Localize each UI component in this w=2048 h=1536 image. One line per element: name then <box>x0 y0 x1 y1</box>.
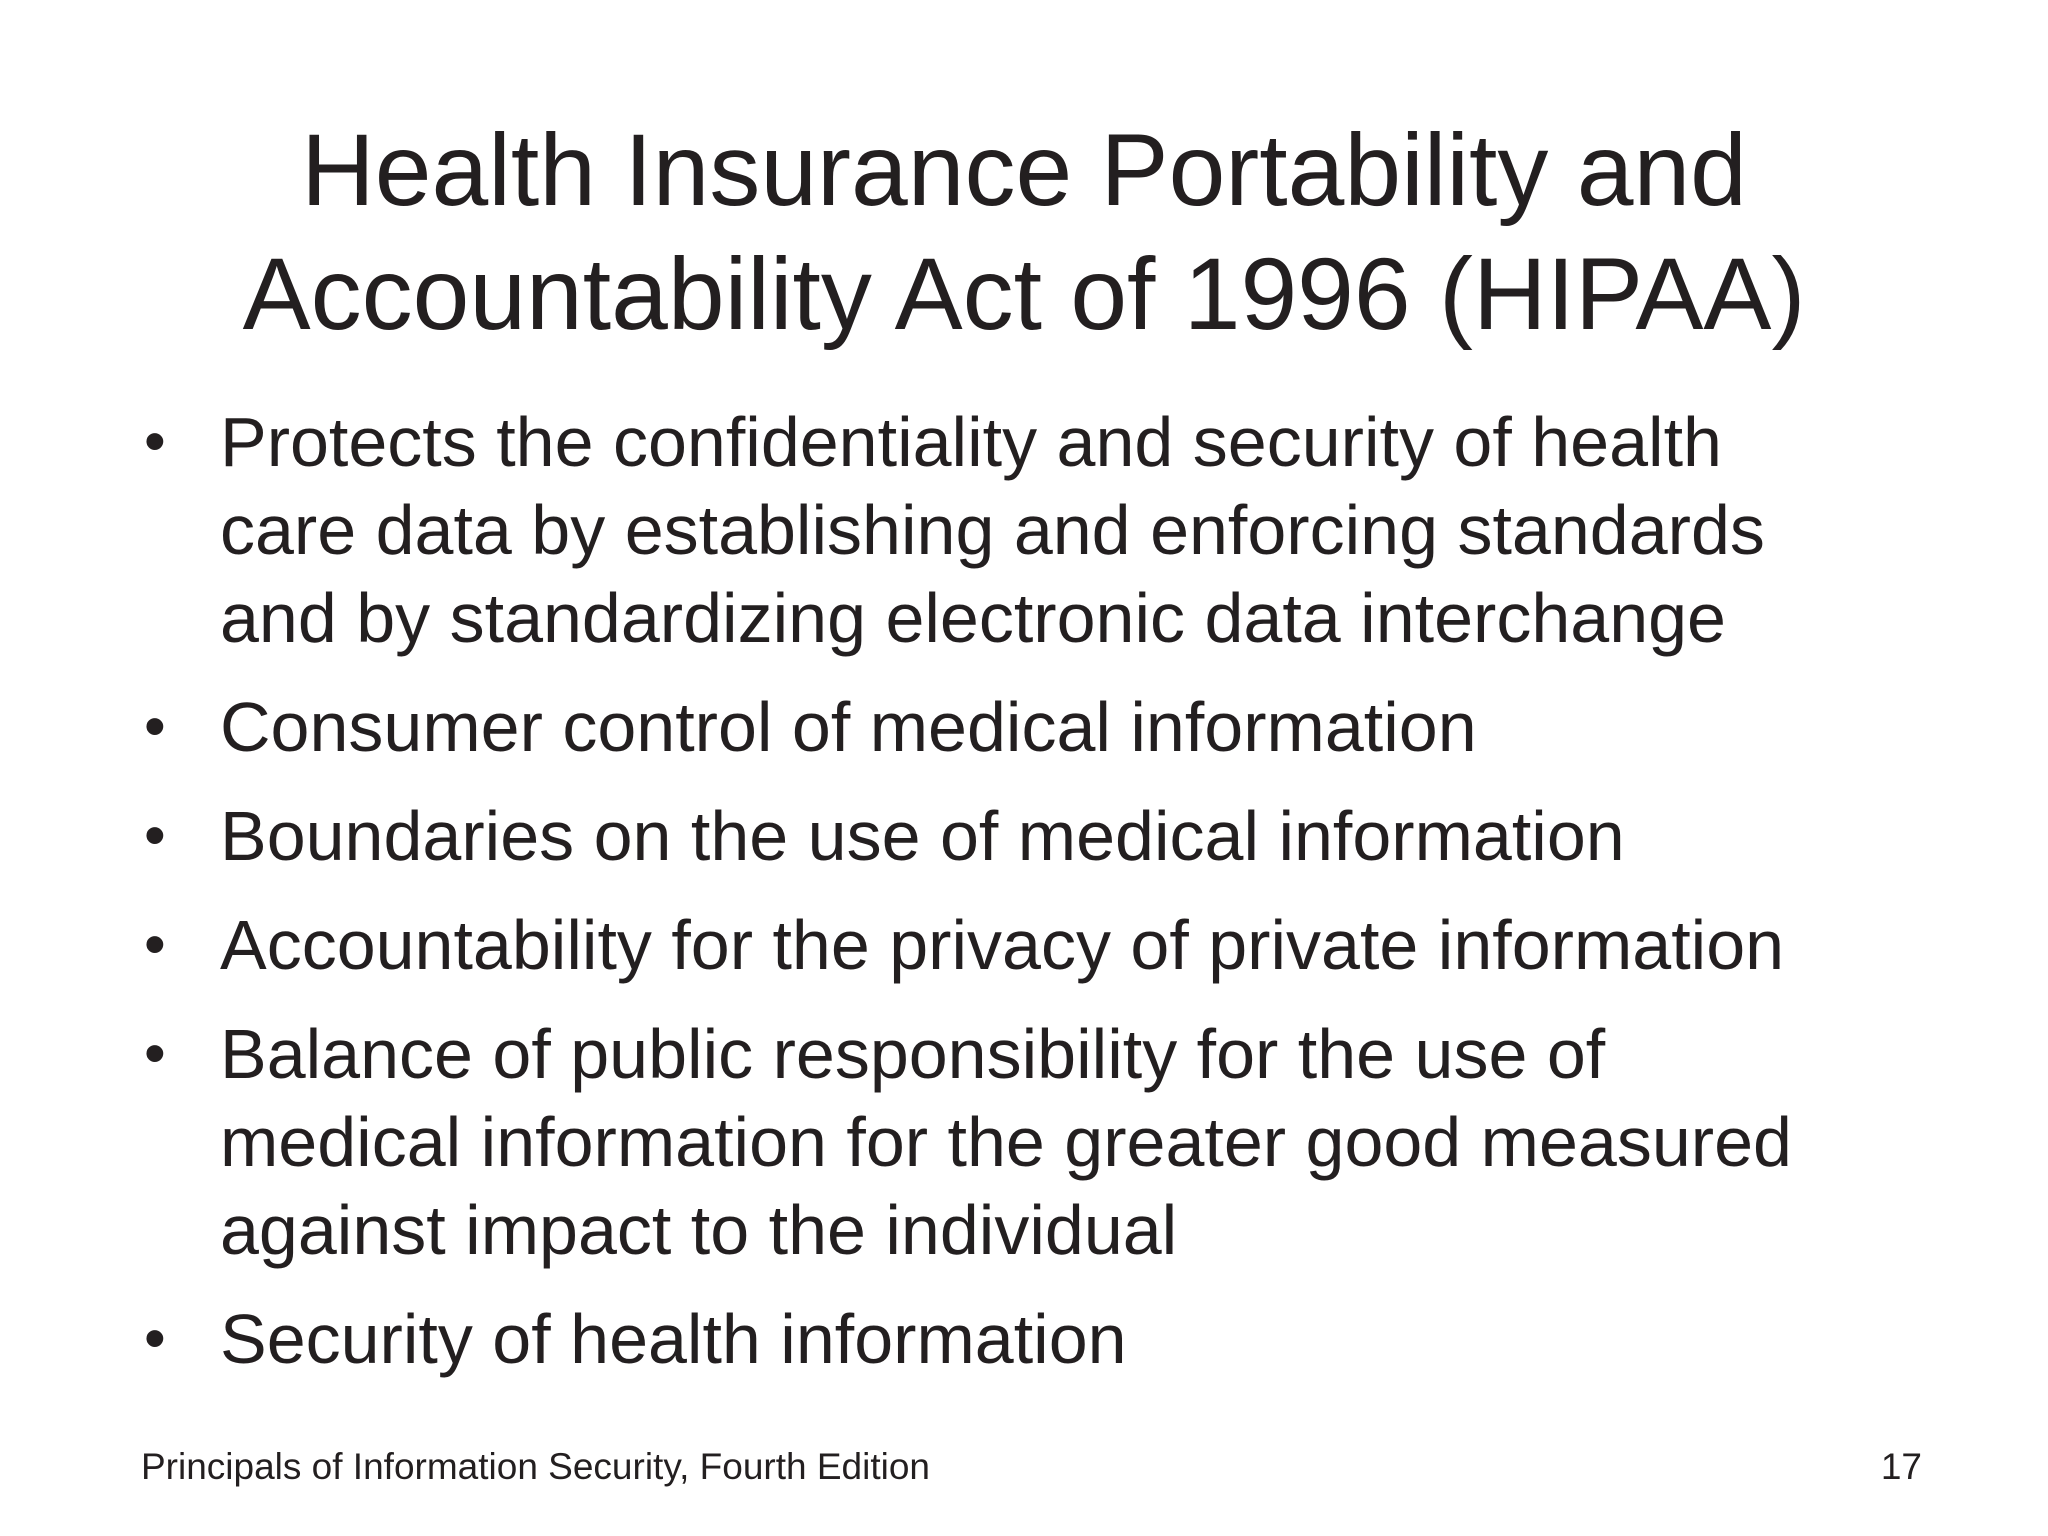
bullet-text-line: Boundaries on the use of medical information <box>220 797 1625 875</box>
bullet-text <box>220 1295 1940 1383</box>
slide-title <box>0 108 2048 356</box>
slide-title-line-1: Health Insurance Portability and <box>301 113 1747 227</box>
bullet-text <box>220 683 1940 771</box>
bullet-icon: • <box>144 407 166 476</box>
bullet-text-line: against impact to the individual <box>220 1191 1178 1269</box>
bullet-icon: • <box>144 1019 166 1088</box>
bullet-item <box>140 683 1940 771</box>
bullet-text-line: Protects the confidentiality and security of health <box>220 403 1722 481</box>
slide-title-line-2: Accountability Act of 1996 (HIPAA) <box>242 237 1806 351</box>
bullet-text-line: Security of health information <box>220 1300 1127 1378</box>
bullet-text-line: Consumer control of medical information <box>220 688 1477 766</box>
bullet-text-line: medical information for the greater good measured <box>220 1103 1792 1181</box>
bullet-icon: • <box>144 692 166 761</box>
bullet-icon: • <box>144 1304 166 1373</box>
bullet-item <box>140 1010 1940 1274</box>
bullet-item <box>140 792 1940 880</box>
bullet-text <box>220 1010 1940 1274</box>
bullet-text <box>220 901 1940 989</box>
bullet-text-line: and by standardizing electronic data interchange <box>220 579 1726 657</box>
bullet-item <box>140 901 1940 989</box>
bullet-text-line: care data by establishing and enforcing standards <box>220 491 1765 569</box>
page-number: 17 <box>1880 1446 1922 1487</box>
bullet-icon: • <box>144 910 166 979</box>
bullet-text <box>220 792 1940 880</box>
bullet-item <box>140 1295 1940 1383</box>
bullet-list <box>140 398 1940 1404</box>
bullet-item <box>140 398 1940 662</box>
bullet-text-line: Balance of public responsibility for the use of <box>220 1015 1606 1093</box>
bullet-text-line: Accountability for the privacy of private information <box>220 906 1785 984</box>
bullet-icon: • <box>144 801 166 870</box>
footer-book-title: Principals of Information Security, Fourth Edition <box>141 1446 930 1487</box>
bullet-text <box>220 398 1940 662</box>
